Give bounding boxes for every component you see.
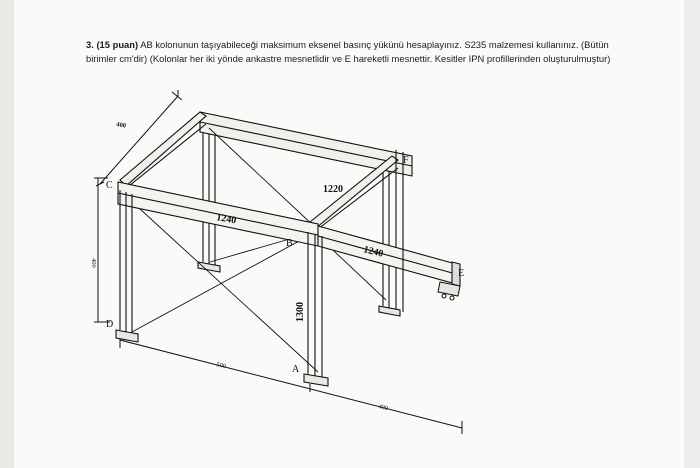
dimension-label-depth-top: 400 [115, 121, 127, 130]
point-label-e: E [458, 268, 465, 279]
dimension-label-height-left: 400 [90, 258, 97, 268]
point-label-f: F [403, 155, 409, 166]
point-label-c: C [106, 180, 113, 191]
member-label-front-beam: 1240 [215, 212, 238, 227]
question-points: (15 puan) [96, 39, 139, 50]
dimension-bottom [120, 334, 462, 434]
question-body: AB kolonunun taşıyabileceği maksimum eksenel basınç yükünü hesaplayınız. S235 malzemesi kullanınız. (Bütün birimler cm'dir) (Kolonlar her iki yönde ankastre mesnetlidir ve E hareketli mesnettir. Kesitler IPN profillerinden oluşturulmuştur) [86, 39, 611, 64]
point-label-b: B [286, 238, 293, 249]
member-label-column-ab: 1300 [295, 302, 306, 322]
point-label-d: D [106, 319, 114, 330]
dimension-height-left [94, 178, 110, 322]
dimension-label-span-front: 500 [215, 361, 227, 371]
question-number: 3. [86, 39, 94, 50]
member-label-back-beam: 1220 [323, 184, 343, 195]
member-label-cantilever-beam: 1240 [362, 244, 385, 260]
point-label-a: A [292, 364, 300, 375]
dimension-label-span-cantilever: 400 [377, 403, 389, 413]
